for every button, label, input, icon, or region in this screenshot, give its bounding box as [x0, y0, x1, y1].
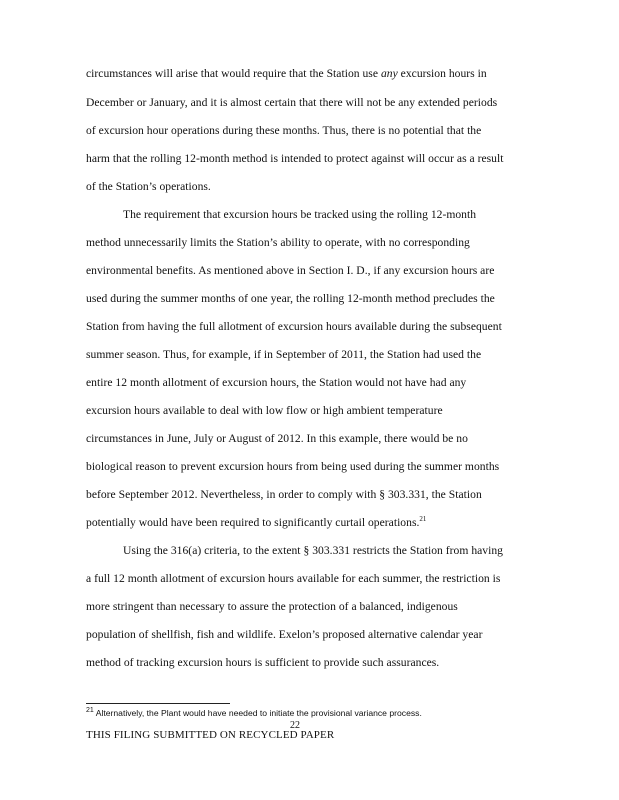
- footnote-text: Alternatively, the Plant would have needed to initiate the provisional variance process.: [93, 708, 422, 718]
- body-line-11: summer season. Thus, for example, if in September of 2011, the Station had used the: [86, 348, 482, 361]
- body-line-20: more stringent than necessary to assure the protection of a balanced, indigenous: [86, 600, 458, 613]
- page-number: 22: [290, 720, 300, 731]
- body-line-15: biological reason to prevent excursion hours from being used during the summer months: [86, 460, 500, 473]
- paragraph-2-first-line: The requirement that excursion hours be tracked using the rolling 12-month: [123, 208, 477, 221]
- footnote: [86, 708, 422, 719]
- body-line-13: excursion hours available to deal with low flow or high ambient temperature: [86, 404, 443, 417]
- body-line-14: circumstances in June, July or August of 2012. In this example, there would be no: [86, 432, 468, 445]
- body-line-19: a full 12 month allotment of excursion hours available for each summer, the restriction is: [86, 572, 501, 585]
- emphasis-text: any: [380, 67, 398, 80]
- body-line-7: method unnecessarily limits the Station’s ability to operate, with no corresponding: [86, 236, 470, 249]
- body-line-8: environmental benefits. As mentioned above in Section I. D., if any excursion hours are: [86, 264, 495, 277]
- body-line-3: of excursion hour operations during these months. Thus, there is no potential that the: [86, 124, 482, 137]
- paragraph-3-first-line: Using the 316(a) criteria, to the extent § 303.331 restricts the Station from having: [123, 544, 503, 557]
- footnote-divider: [86, 703, 230, 704]
- body-text: circumstances will arise that would require that the Station use: [86, 67, 381, 80]
- body-line-16: before September 2012. Nevertheless, in order to comply with § 303.331, the Station: [86, 488, 482, 501]
- body-line-5: of the Station’s operations.: [86, 180, 211, 193]
- body-line-21: population of shellfish, fish and wildlife. Exelon’s proposed alternative calendar year: [86, 628, 483, 641]
- body-line-17: [86, 516, 426, 530]
- filing-notice: THIS FILING SUBMITTED ON RECYCLED PAPER: [86, 729, 335, 741]
- body-line-1: [86, 67, 487, 81]
- footnote-number: 21: [86, 707, 94, 715]
- body-line-10: Station from having the full allotment of excursion hours available during the subsequent: [86, 320, 502, 333]
- body-line-9: used during the summer months of one year, the rolling 12-month method precludes the: [86, 292, 495, 305]
- body-line-4: harm that the rolling 12-month method is intended to protect against will occur as a result: [86, 152, 504, 165]
- body-line-22: method of tracking excursion hours is sufficient to provide such assurances.: [86, 656, 440, 669]
- body-line-12: entire 12 month allotment of excursion hours, the Station would not have had any: [86, 376, 467, 389]
- body-text: excursion hours in: [397, 67, 487, 80]
- body-line-2: December or January, and it is almost certain that there will not be any extended periods: [86, 96, 498, 109]
- footnote-reference: 21: [419, 515, 427, 524]
- body-text: potentially would have been required to significantly curtail operations.: [86, 516, 420, 529]
